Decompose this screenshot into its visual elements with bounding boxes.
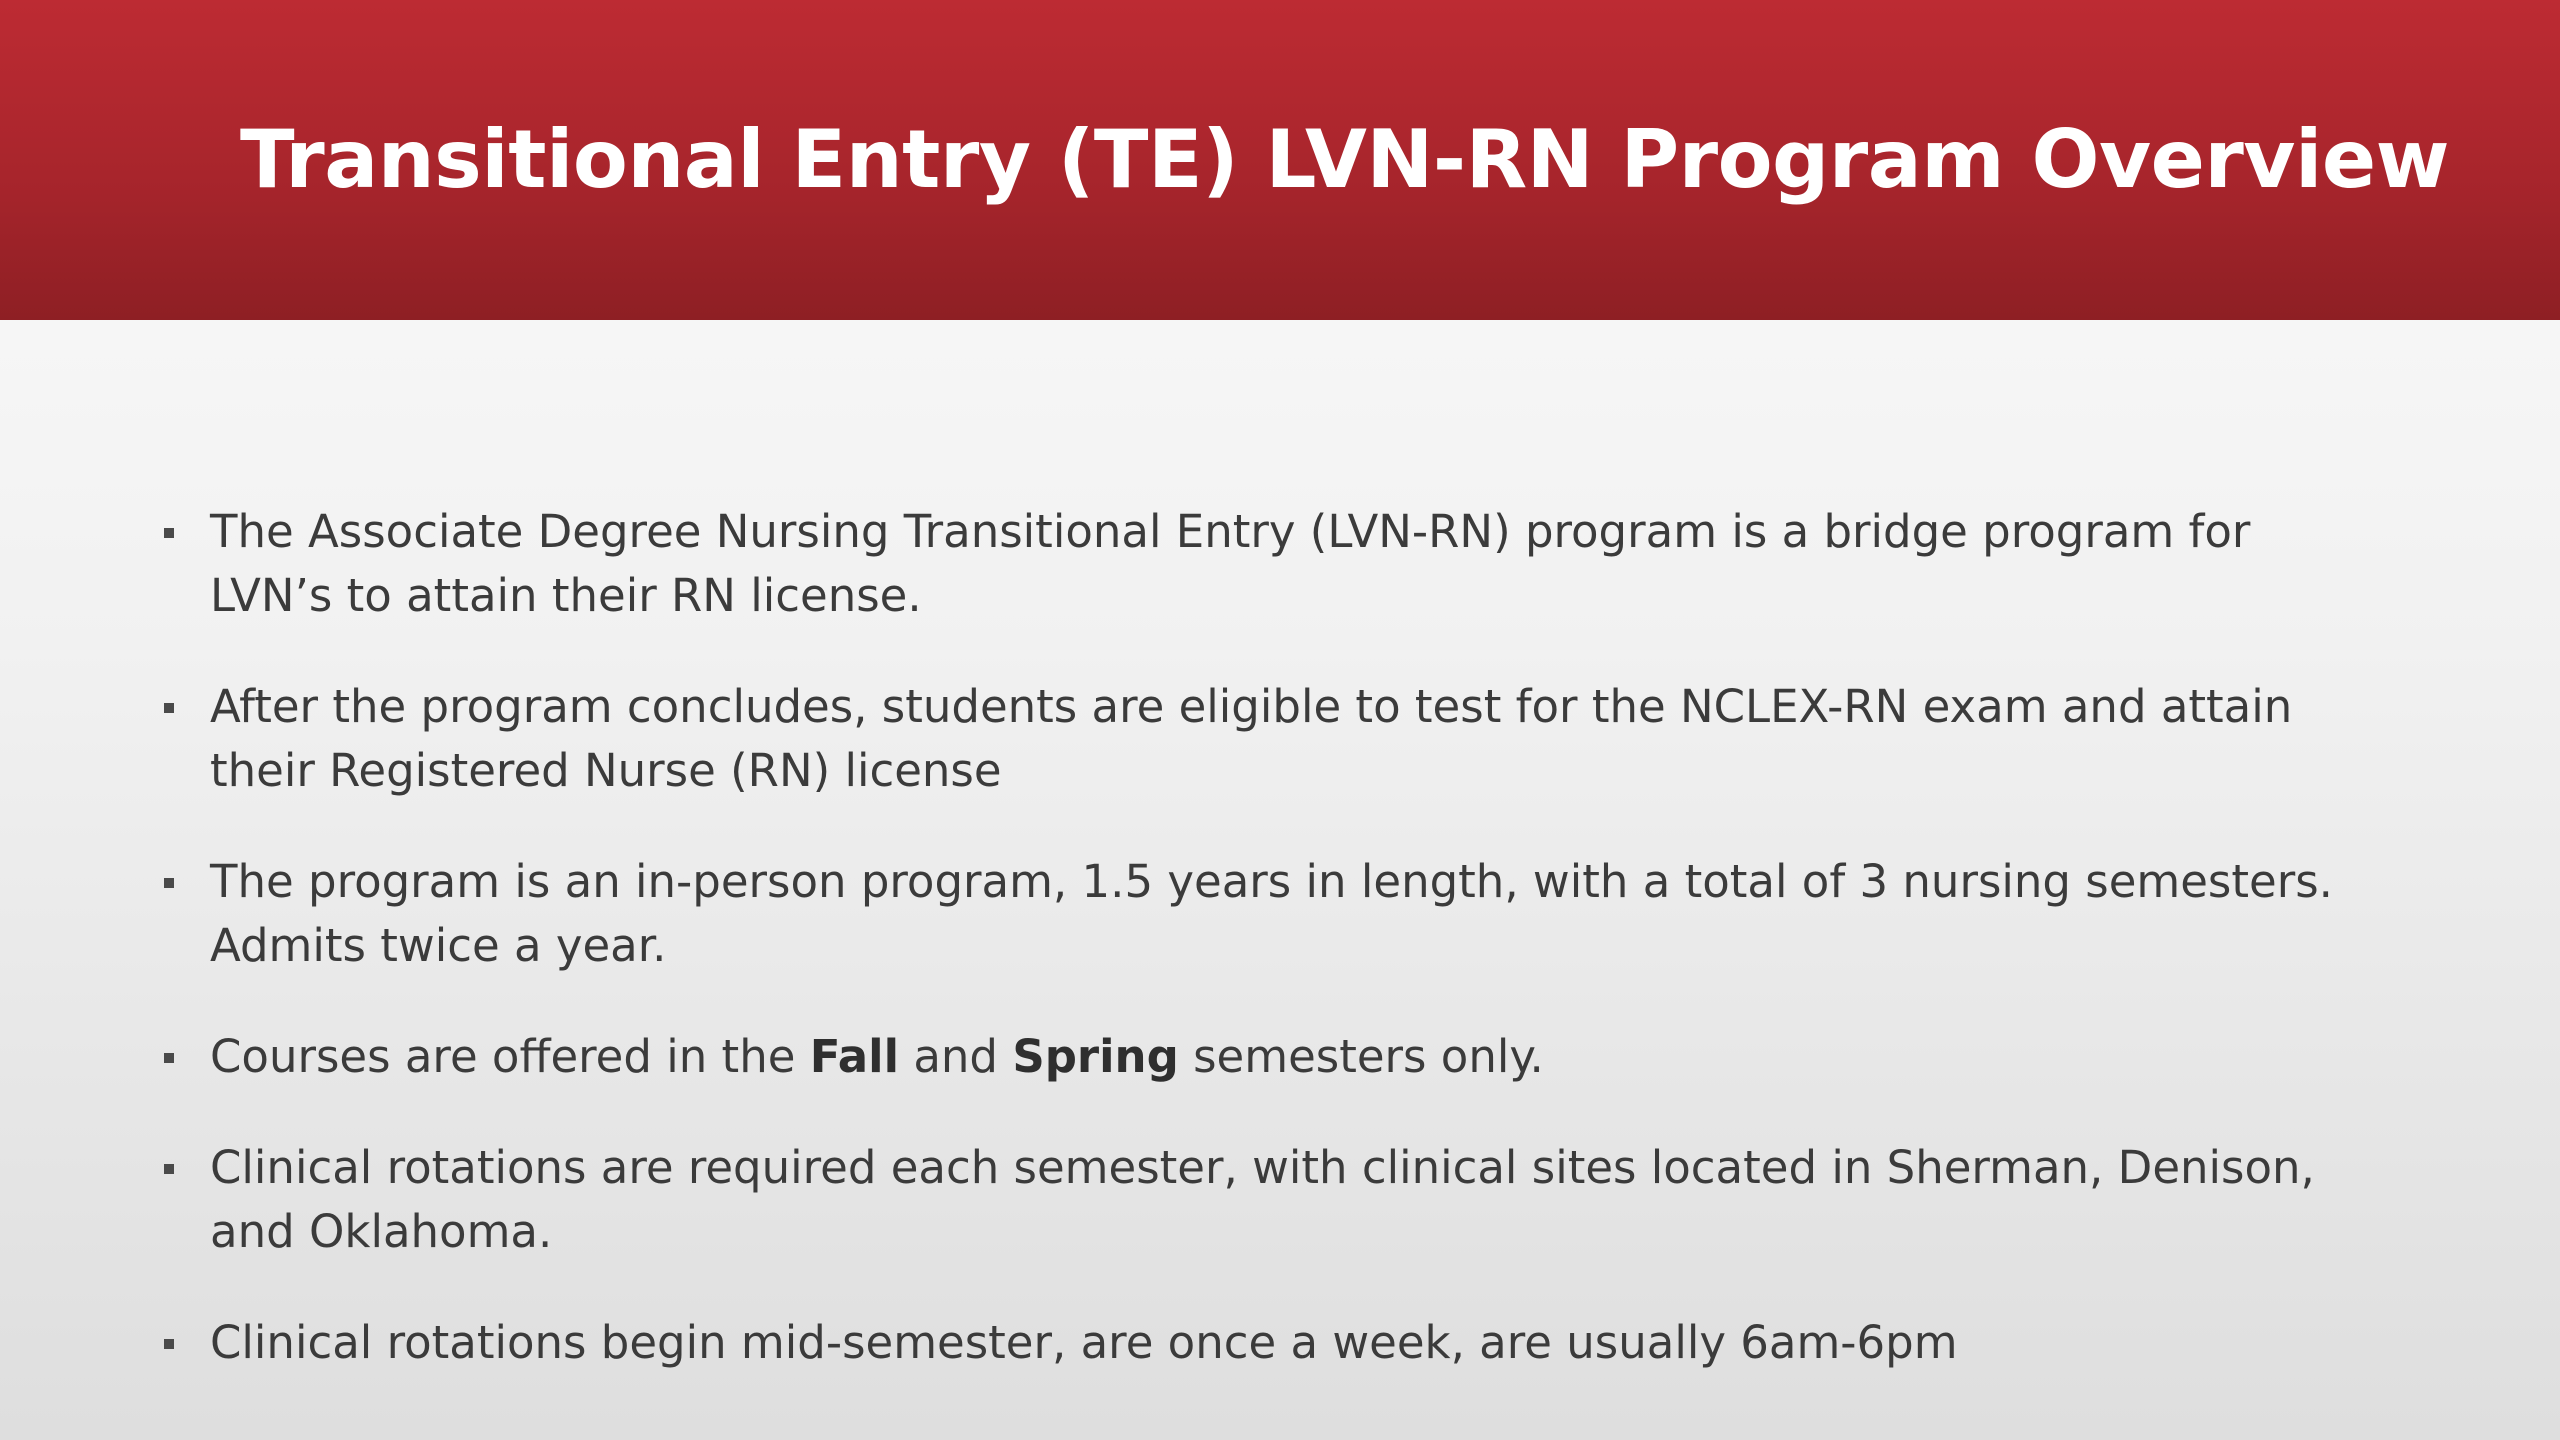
square-bullet-icon [164, 703, 174, 713]
square-bullet-icon [164, 1339, 174, 1349]
bullet-text-suffix: semesters only. [1178, 1030, 1544, 1083]
bullet-text-prefix: Courses are offered in the [210, 1030, 810, 1083]
square-bullet-icon [164, 1053, 174, 1063]
bullet-text: Clinical rotations begin mid-semester, are once a week, are usually 6am-6pm [210, 1316, 1958, 1369]
bullet-item [160, 1025, 2380, 1089]
bullet-text-middle: and [899, 1030, 1013, 1083]
bullet-text: After the program concludes, students are eligible to test for the NCLEX-RN exam and attain their Registered Nurse (RN) license [210, 680, 2293, 797]
fall-term: Fall [809, 1030, 900, 1083]
bullet-text: The Associate Degree Nursing Transitional Entry (LVN-RN) program is a bridge program for LVN’s to attain their RN license. [210, 505, 2251, 622]
bullet-list [160, 500, 2380, 1422]
bullet-item [160, 850, 2380, 978]
bullet-item [160, 500, 2380, 628]
title-banner [0, 0, 2560, 320]
bullet-item [160, 1311, 2380, 1375]
square-bullet-icon [164, 878, 174, 888]
bullet-text: The program is an in-person program, 1.5 years in length, with a total of 3 nursing semesters. Admits twice a year. [210, 855, 2333, 972]
bullet-item [160, 1136, 2380, 1264]
bullet-item [160, 675, 2380, 803]
bullet-text: Clinical rotations are required each semester, with clinical sites located in Sherman, Denison, and Oklahoma. [210, 1141, 2315, 1258]
square-bullet-icon [164, 1164, 174, 1174]
slide-title: Transitional Entry (TE) LVN-RN Program Overview [240, 113, 2450, 206]
spring-term: Spring [1012, 1030, 1179, 1083]
square-bullet-icon [164, 528, 174, 538]
